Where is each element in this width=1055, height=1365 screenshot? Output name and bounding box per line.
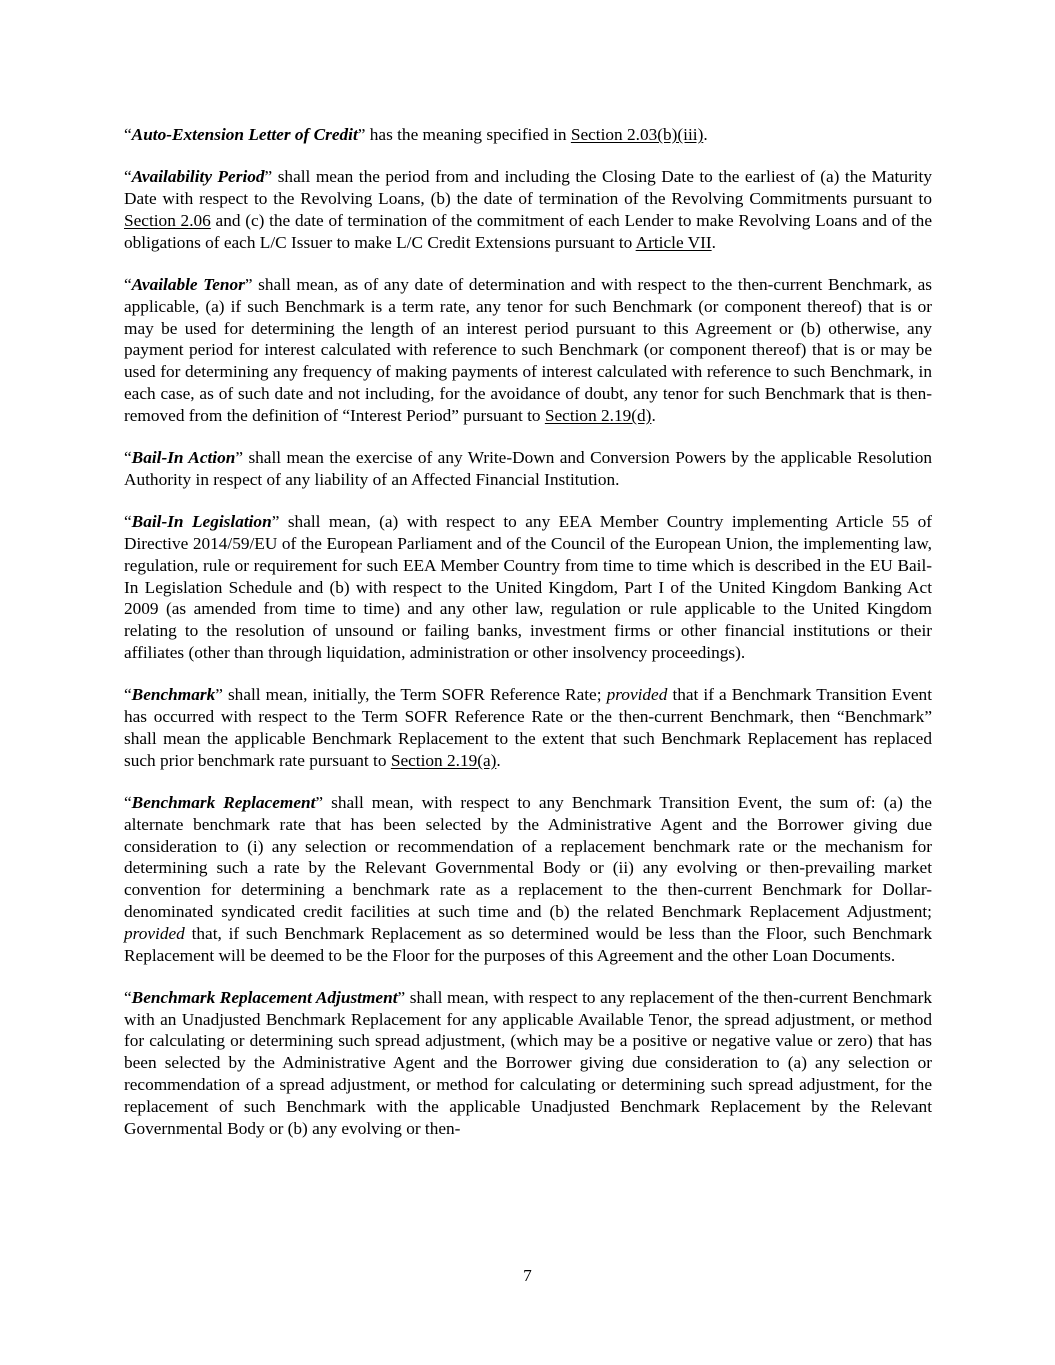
page-number: 7 bbox=[523, 1266, 532, 1285]
definition-available-tenor: “Available Tenor” shall mean, as of any date of determination and with respect to the then-current Benchmark, as applicable, (a) if such Benchmark is a term rate, any tenor for such Benchmark (or component thereof) that is or may be used for determining the length of an interest period pursuant to this Agreement or (b) otherwise, any payment period for interest calculated with reference to such Benchmark (or component thereof) that is or may be used for determining any frequency of making payments of interest calculated with reference to such Benchmark, in each case, as of such date and not including, for the avoidance of doubt, any tenor for such Benchmark that is then-removed from the definition of “Interest Period” pursuant to Section 2.19(d). bbox=[124, 274, 932, 425]
defined-term: Auto-Extension Letter of Credit bbox=[131, 125, 358, 144]
definition-bail-in-legislation: “Bail-In Legislation” shall mean, (a) with respect to any EEA Member Country implementing Article 55 of Directive 2014/59/EU of the European Parliament and of the Council of the European Union, the implementing law, regulation, rule or requirement for such EEA Member Country from time to time which is described in the EU Bail-In Legislation Schedule and (b) with respect to the United Kingdom, Part I of the United Kingdom Banking Act 2009 (as amended from time to time) and any other law, regulation or rule applicable to the United Kingdom relating to the resolution of unsound or failing banks, investment firms or other financial institutions or their affiliates (other than through liquidation, administration or other insolvency proceedings). bbox=[124, 512, 932, 662]
definition-bail-in-action: “Bail-In Action” shall mean the exercise of any Write-Down and Conversion Powers by the applicable Resolution Authority in respect of any liability of an Affected Financial Institution. bbox=[124, 448, 932, 489]
defined-term: Benchmark bbox=[131, 685, 216, 705]
section-reference: Section 2.19(a) bbox=[390, 750, 497, 770]
section-reference: Section 2.03(b)(iii) bbox=[570, 125, 704, 144]
defined-term: Bail-In Action bbox=[131, 448, 236, 468]
defined-term: Bail-In Legislation bbox=[131, 512, 272, 532]
defined-term: Availability Period bbox=[131, 167, 265, 187]
italic-word: provided bbox=[606, 685, 668, 705]
definition-benchmark-replacement-adjustment: “Benchmark Replacement Adjustment” shall mean, with respect to any replacement of the then-current Benchmark with an Unadjusted Benchmark Replacement for any applicable Available Tenor, the spread adjustment, or method for calculating or determining such spread adjustment, (which may be a positive or negative value or zero) that has been selected by the Administrative Agent and the Borrower giving due consideration to (a) any selection or recommendation of a spread adjustment, or method for calculating or determining such spread adjustment, for the replacement of such Benchmark with the applicable Unadjusted Benchmark Replacement by the Relevant Governmental Body or (b) any evolving or then- bbox=[124, 987, 932, 1138]
definition-benchmark-replacement: “Benchmark Replacement” shall mean, with respect to any Benchmark Transition Event, the sum of: (a) the alternate benchmark rate that has been selected by the Administrative Agent and the Borrower giving due consideration to (i) any selection or recommendation of a replacement benchmark rate or the mechanism for determining such a rate by the Relevant Governmental Body or (ii) any evolving or then-prevailing market convention for determining a benchmark rate as a replacement to the then-current Benchmark for Dollar-denominated syndicated credit facilities at such time and (b) the related Benchmark Replacement Adjustment; provided that, if such Benchmark Replacement as so determined would be less than the Floor, such Benchmark Replacement will be deemed to be the Floor for the purposes of this Agreement and the other Loan Documents. bbox=[124, 792, 932, 965]
definition-auto-extension-letter-of-credit: “Auto-Extension Letter of Credit” has the meaning specified in Section 2.03(b)(iii). bbox=[124, 125, 708, 144]
defined-term: Available Tenor bbox=[131, 274, 245, 294]
article-reference: Article VII bbox=[635, 232, 712, 252]
defined-term: Benchmark Replacement bbox=[131, 792, 316, 812]
defined-term: Benchmark Replacement Adjustment bbox=[131, 987, 398, 1007]
section-reference: Section 2.06 bbox=[124, 210, 211, 230]
section-reference: Section 2.19(d) bbox=[544, 405, 652, 425]
definition-benchmark: “Benchmark” shall mean, initially, the Term SOFR Reference Rate; provided that if a Benchmark Transition Event has occurred with respect to the Term SOFR Reference Rate or the then-current Benchmark, then “Benchmark” shall mean the applicable Benchmark Replacement to the extent that such Benchmark Replacement has replaced such prior benchmark rate pursuant to Section 2.19(a). bbox=[124, 685, 932, 770]
italic-word: provided bbox=[124, 923, 185, 943]
document-page bbox=[124, 124, 932, 1160]
definition-availability-period: “Availability Period” shall mean the period from and including the Closing Date to the earliest of (a) the Maturity Date with respect to the Revolving Loans, (b) the date of termination of the Revolving Commitments pursuant to Section 2.06 and (c) the date of termination of the commitment of each Lender to make Revolving Loans and of the obligations of each L/C Issuer to make L/C Credit Extensions pursuant to Article VII. bbox=[124, 167, 932, 252]
